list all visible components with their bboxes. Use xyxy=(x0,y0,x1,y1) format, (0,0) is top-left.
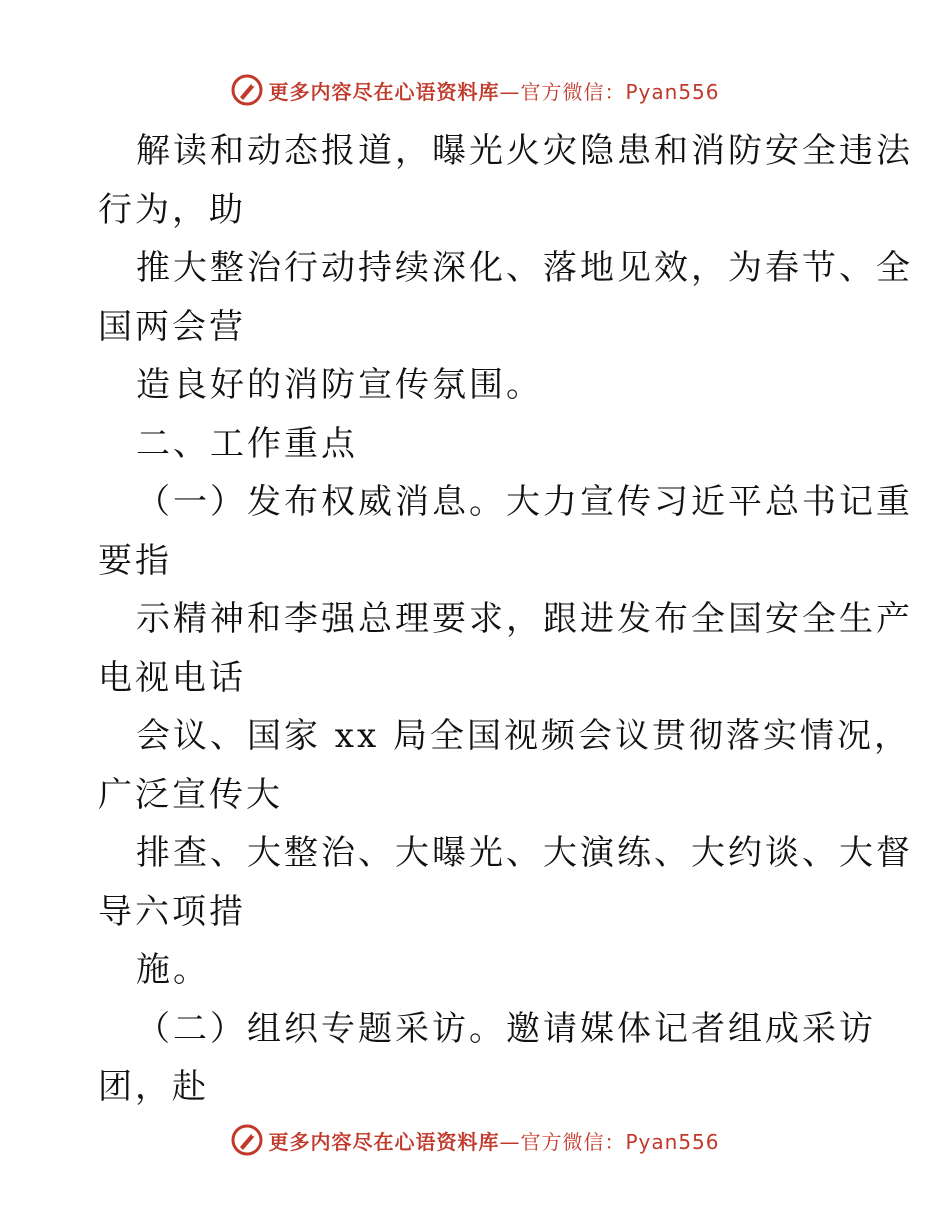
watermark-text xyxy=(268,1126,719,1155)
watermark-official: 官方微信： xyxy=(520,79,626,104)
watermark-separator: — xyxy=(499,79,521,104)
watermark-text xyxy=(268,76,719,105)
body-line: 解读和动态报道，曝光火灾隐患和消防安全违法 xyxy=(136,131,913,171)
body-line: 导六项措 xyxy=(98,891,246,932)
body-line: 示精神和李强总理要求，跟进发布全国安全生产 xyxy=(136,599,913,639)
watermark-wechat-id: Pyan556 xyxy=(625,1129,720,1154)
footer-watermark xyxy=(0,1120,950,1160)
pen-nib-logo-icon xyxy=(230,1123,264,1157)
body-line: 广泛宣传大 xyxy=(98,774,283,815)
body-line: 造良好的消防宣传氛围。 xyxy=(136,365,543,405)
watermark-main: 更多内容尽在心语资料库 xyxy=(268,79,500,104)
body-line: 施。 xyxy=(136,950,210,990)
watermark-wechat-id: Pyan556 xyxy=(625,79,720,104)
watermark-separator: — xyxy=(499,1129,521,1154)
body-line: （一）发布权威消息。大力宣传习近平总书记重 xyxy=(136,482,913,522)
body-line: 行为，助 xyxy=(98,189,246,230)
watermark-official: 官方微信： xyxy=(520,1129,626,1154)
body-line: 推大整治行动持续深化、落地见效，为春节、全 xyxy=(136,248,913,288)
body-line: 会议、国家 xx 局全国视频会议贯彻落实情况， xyxy=(136,716,911,756)
header-watermark xyxy=(0,70,950,110)
body-line: 电视电话 xyxy=(98,657,246,698)
document-body xyxy=(98,122,913,1117)
body-line: 国两会营 xyxy=(98,306,246,347)
body-line: 团，赴 xyxy=(98,1067,209,1107)
body-line: 要指 xyxy=(98,540,172,581)
pen-nib-logo-icon xyxy=(230,73,264,107)
body-line: （二）组织专题采访。邀请媒体记者组成采访 xyxy=(136,1008,876,1049)
body-line: 排查、大整治、大曝光、大演练、大约谈、大督 xyxy=(136,833,913,873)
watermark-main: 更多内容尽在心语资料库 xyxy=(268,1129,500,1154)
body-line: 二、工作重点 xyxy=(136,423,358,464)
